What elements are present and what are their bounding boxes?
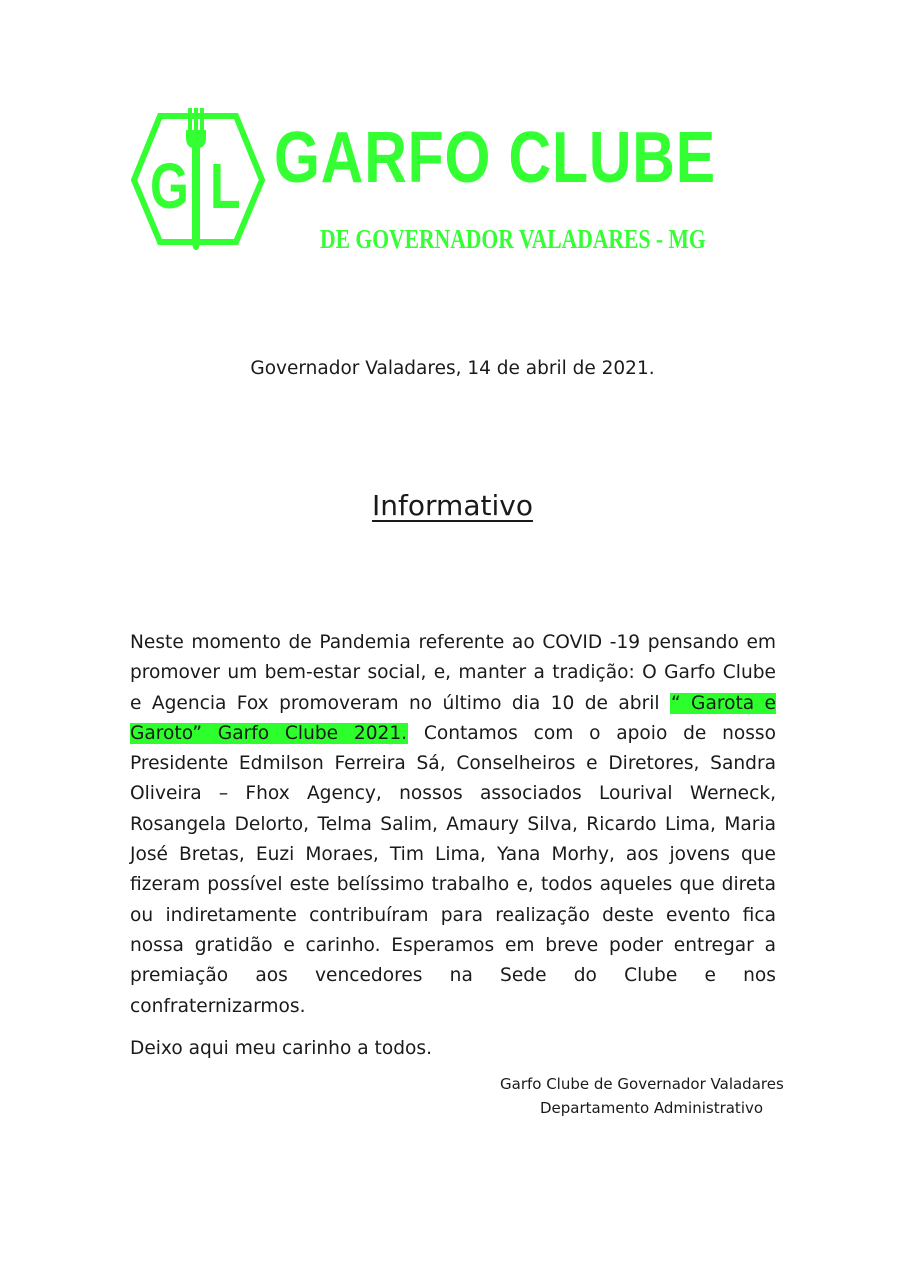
- fork-icon: [186, 108, 206, 250]
- closing-line: Deixo aqui meu carinho a todos.: [130, 1037, 432, 1059]
- svg-text:G: G: [150, 151, 189, 223]
- highlighted-event-name: “ Garota e Garoto” Garfo Clube 2021.: [130, 692, 776, 744]
- paragraph-text-start: Neste momento de Pandemia referente ao COVID -19 pensando em promover um bem-estar social, e, manter a tradição: O Garfo Clube e Agencia Fox promoveram no último dia 10 de abril: [130, 632, 776, 714]
- date-line: Governador Valadares, 14 de abril de 2021.: [250, 358, 655, 379]
- signature-block: [500, 1072, 800, 1120]
- club-name: GARFO CLUBE: [274, 118, 716, 198]
- main-paragraph: [130, 628, 776, 1022]
- document-body: [130, 628, 776, 1064]
- signature-department: Departamento Administrativo: [540, 1099, 764, 1117]
- garfo-clube-logo: [130, 108, 266, 254]
- signature-organization: Garfo Clube de Governador Valadares: [500, 1075, 784, 1093]
- club-subtitle: DE GOVERNADOR VALADARES - MG: [320, 224, 706, 254]
- paragraph-text-rest: Contamos com o apoio de nosso Presidente Edmilson Ferreira Sá, Conselheiros e Diretores, Sandra Oliveira – Fhox Agency, nossos associados Lourival Werneck, Rosangela Delorto, Telma Salim, Amaury Silva, Ricardo Lima, Maria José Bretas, Euzi Moraes, Tim Lima, Yana Morhy, aos jovens que fizeram possível este belíssimo trabalho e, todos aqueles que direta ou indiretamente contribuíram para realização deste evento fica nossa gratidão e carinho. Esperamos em breve poder entregar a premiação aos vencedores na Sede do Clube e nos confraternizarmos.: [130, 722, 776, 1017]
- svg-text:L: L: [210, 151, 241, 223]
- document-title: Informativo: [372, 489, 533, 522]
